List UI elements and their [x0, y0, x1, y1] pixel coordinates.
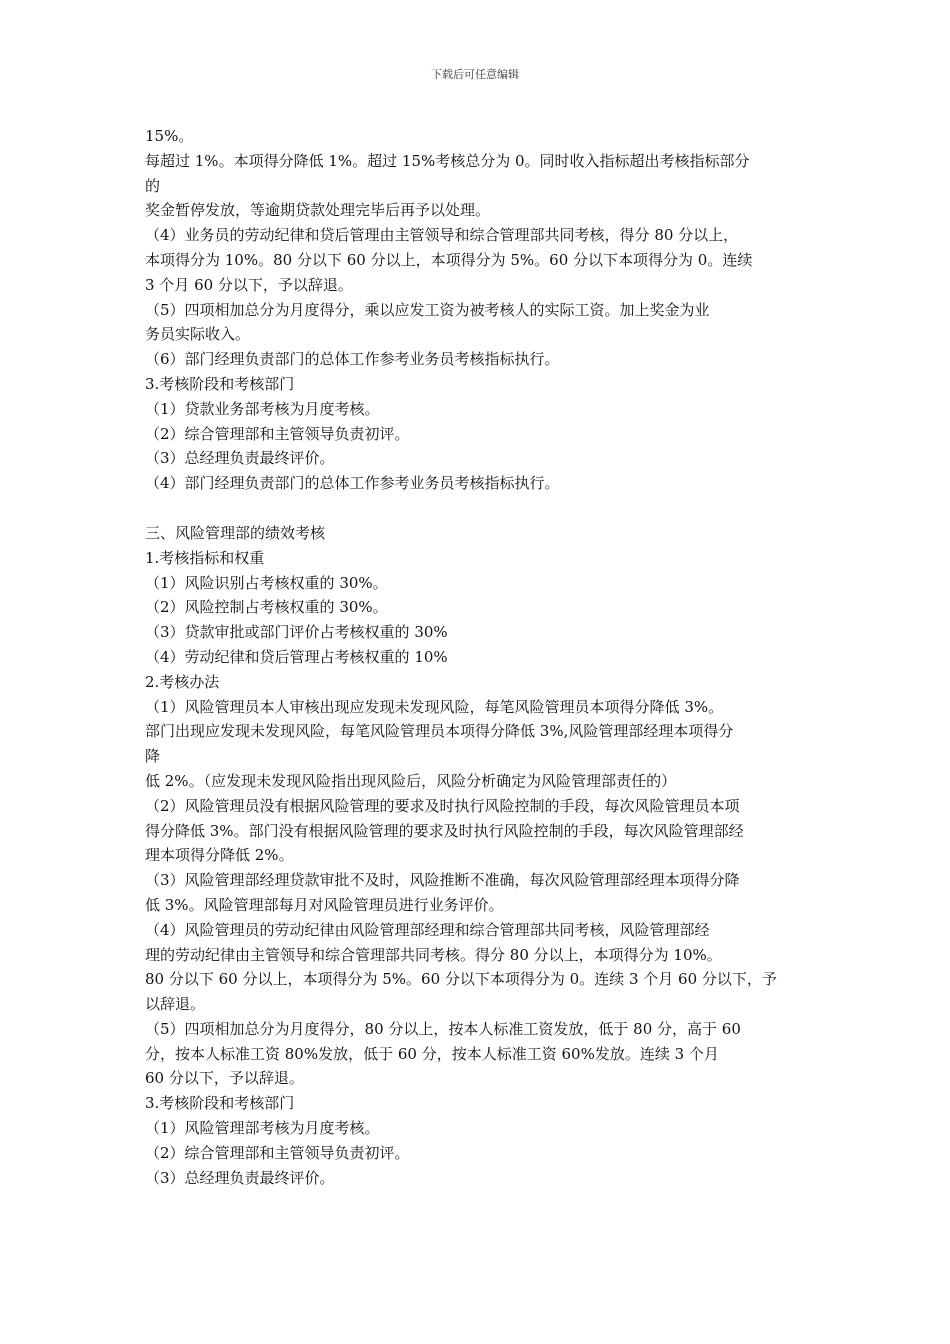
body-line: （4）劳动纪律和贷后管理占考核权重的 10% [145, 647, 448, 666]
body-line: （1）风险识别占考核权重的 30%。 [145, 573, 388, 592]
body-line: （5）四项相加总分为月度得分，80 分以上，按本人标准工资发放，低于 80 分，高于 60 [145, 1019, 741, 1038]
body-line: （4）业务员的劳动纪律和贷后管理由主管领导和综合管理部共同考核，得分 80 分以上， [145, 226, 739, 245]
body-line: （5）四项相加总分为月度得分，乘以应发工资为被考核人的实际工资。加上奖金为业 [145, 300, 710, 319]
section-heading: 3.考核阶段和考核部门 [145, 374, 295, 393]
body-line: 分，按本人标准工资 80%发放，低于 60 分，按本人标准工资 60%发放。连续 3 个月 [145, 1044, 719, 1063]
body-line: （3）风险管理部经理贷款审批不及时，风险推断不准确，每次风险管理部经理本项得分降 [145, 871, 740, 890]
body-line: （1）风险管理员本人审核出现应发现未发现风险，每笔风险管理员本项得分降低 3%。 [145, 697, 724, 716]
body-line: 3 个月 60 分以下，予以辞退。 [145, 275, 353, 294]
chapter-heading: 三、风险管理部的绩效考核 [145, 523, 326, 542]
body-line: 以辞退。 [145, 995, 206, 1014]
body-line: 理本项得分降低 2%。 [145, 846, 294, 865]
section-heading: 1.考核指标和权重 [145, 548, 265, 567]
body-line: 奖金暂停发放，等逾期贷款处理完毕后再予以处理。 [145, 201, 491, 220]
body-line: （2）风险控制占考核权重的 30%。 [145, 598, 388, 617]
body-line: 部门出现应发现未发现风险，每笔风险管理员本项得分降低 3%,风险管理部经理本项得分 [145, 722, 734, 741]
body-line: 理的劳动纪律由主管领导和综合管理部共同考核。得分 80 分以上，本项得分为 10%。 [145, 945, 722, 964]
body-line: 每超过 1%。本项得分降低 1%。超过 15%考核总分为 0。同时收入指标超出考核指标部分 [145, 151, 750, 170]
body-line: 务员实际收入。 [145, 325, 251, 344]
body-line: （1）风险管理部考核为月度考核。 [145, 1119, 380, 1138]
body-line: （6）部门经理负责部门的总体工作参考业务员考核指标执行。 [145, 350, 560, 369]
body-line: 低 2%。（应发现未发现风险指出现风险后，风险分析确定为风险管理部责任的） [145, 771, 677, 790]
body-line: 本项得分为 10%。80 分以下 60 分以上，本项得分为 5%。60 分以下本项得分为 0。连续 [145, 250, 753, 269]
body-line: （3）总经理负责最终评价。 [145, 1168, 335, 1187]
page-header: 下载后可任意编辑 [431, 68, 519, 81]
body-line: 得分降低 3%。部门没有根据风险管理的要求及时执行风险控制的手段，每次风险管理部经 [145, 821, 744, 840]
body-line: 低 3%。风险管理部每月对风险管理员进行业务评价。 [145, 895, 504, 914]
body-line: （2）风险管理员没有根据风险管理的要求及时执行风险控制的手段，每次风险管理员本项 [145, 796, 740, 815]
body-line: （3）贷款审批或部门评价占考核权重的 30% [145, 623, 448, 642]
document-body [145, 124, 810, 1190]
body-line: （4）部门经理负责部门的总体工作参考业务员考核指标执行。 [145, 474, 560, 493]
section-heading: 3.考核阶段和考核部门 [145, 1094, 295, 1113]
section-heading: 2.考核办法 [145, 672, 220, 691]
body-line: 60 分以下，予以辞退。 [145, 1069, 304, 1088]
body-line: 降 [145, 747, 161, 766]
body-line: （4）风险管理员的劳动纪律由风险管理部经理和综合管理部共同考核，风险管理部经 [145, 920, 710, 939]
blank-line [145, 496, 810, 521]
body-line: （2）综合管理部和主管领导负责初评。 [145, 1143, 410, 1162]
body-line: （2）综合管理部和主管领导负责初评。 [145, 424, 410, 443]
body-line: （3）总经理负责最终评价。 [145, 449, 335, 468]
body-line: 15%。 [145, 127, 194, 145]
body-line: （1）贷款业务部考核为月度考核。 [145, 399, 380, 418]
body-line: 80 分以下 60 分以上，本项得分为 5%。60 分以下本项得分为 0。连续 3 个月 60 分以下，予 [145, 970, 777, 989]
body-line: 的 [145, 176, 161, 195]
